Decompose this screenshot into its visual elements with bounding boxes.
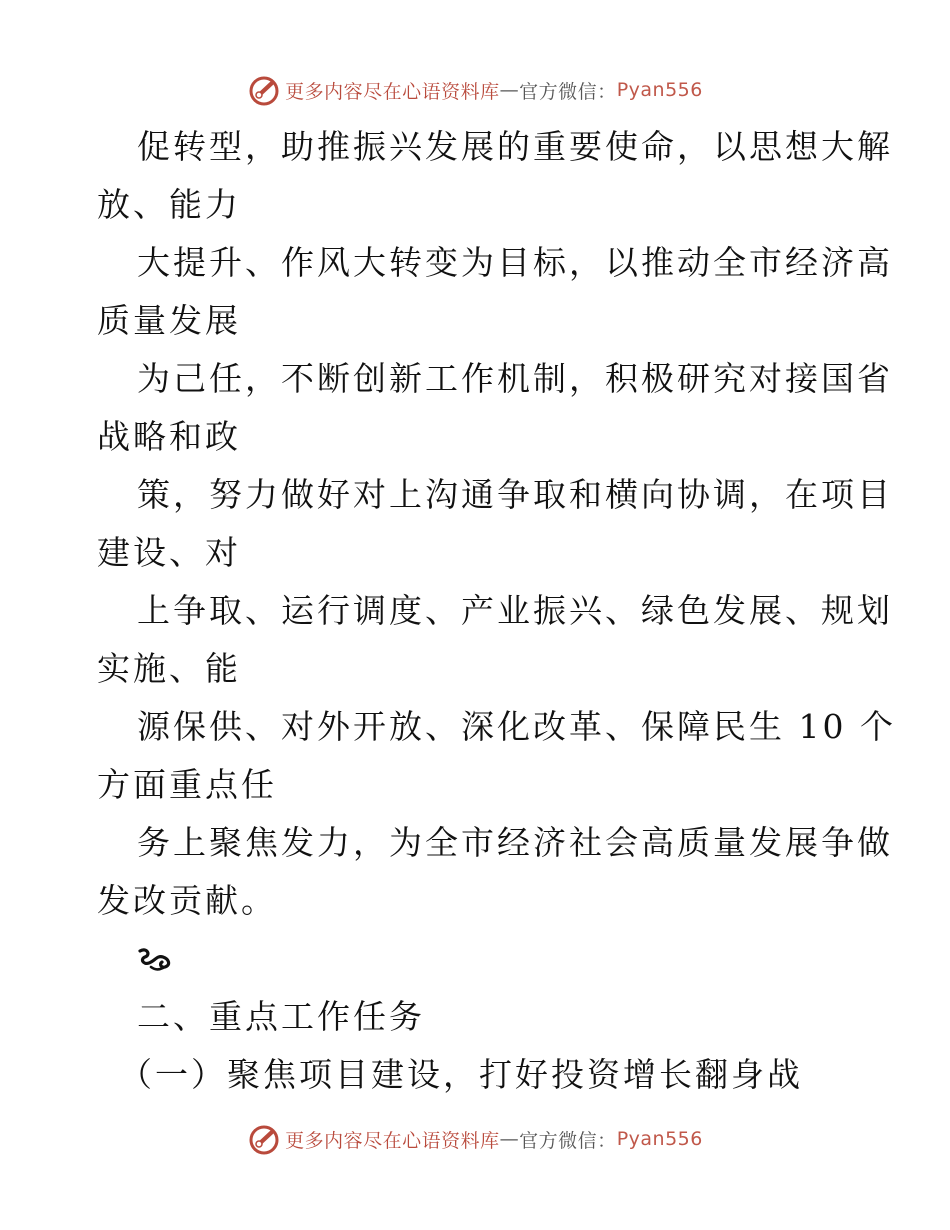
watermark-banner xyxy=(247,1122,703,1156)
separator: — xyxy=(499,1128,520,1150)
page-footer xyxy=(0,1119,950,1159)
paragraph-line: 实施、能 xyxy=(97,649,241,688)
document-body xyxy=(97,118,896,1104)
red-pen-seal-icon xyxy=(247,73,281,107)
section-subheading: （一）聚焦项目建设，打好投资增长翻身战 xyxy=(119,1055,803,1094)
paragraph-line: 发改贡献。 xyxy=(97,881,277,920)
paragraph-line: 促转型，助推振兴发展的重要使命，以思想大解 xyxy=(137,127,893,166)
brand-text: 更多内容尽在心语资料库 xyxy=(285,1129,500,1152)
page-header xyxy=(0,70,950,110)
separator: — xyxy=(499,79,520,101)
paragraph-line: 建设、对 xyxy=(97,533,241,572)
paragraph-line: 务上聚焦发力，为全市经济社会高质量发展争做 xyxy=(137,823,893,862)
ornament xyxy=(97,930,857,988)
red-pen-seal-icon xyxy=(247,1122,281,1156)
paragraph-line: 源保供、对外开放、深化改革、保障民生 10 个 xyxy=(137,707,896,746)
paragraph-line: 为己任，不断创新工作机制，积极研究对接国省 xyxy=(137,359,893,398)
scroll-ornament-icon xyxy=(137,945,175,973)
paragraph-line: 质量发展 xyxy=(97,301,241,340)
official-label: 官方微信： xyxy=(519,1129,617,1152)
wechat-id: Pyan556 xyxy=(616,79,703,101)
paragraph-line: 大提升、作风大转变为目标，以推动全市经济高 xyxy=(137,243,893,282)
section-heading: 二、重点工作任务 xyxy=(137,997,425,1036)
paragraph-line: 放、能力 xyxy=(97,185,241,224)
brand-text: 更多内容尽在心语资料库 xyxy=(285,80,500,103)
paragraph-line: 上争取、运行调度、产业振兴、绿色发展、规划 xyxy=(137,591,893,630)
watermark-banner xyxy=(247,73,703,107)
paragraph-line: 方面重点任 xyxy=(97,765,277,804)
paragraph-line: 战略和政 xyxy=(97,417,241,456)
official-label: 官方微信： xyxy=(519,80,617,103)
paragraph-line: 策，努力做好对上沟通争取和横向协调，在项目 xyxy=(137,475,893,514)
wechat-id: Pyan556 xyxy=(616,1128,703,1150)
